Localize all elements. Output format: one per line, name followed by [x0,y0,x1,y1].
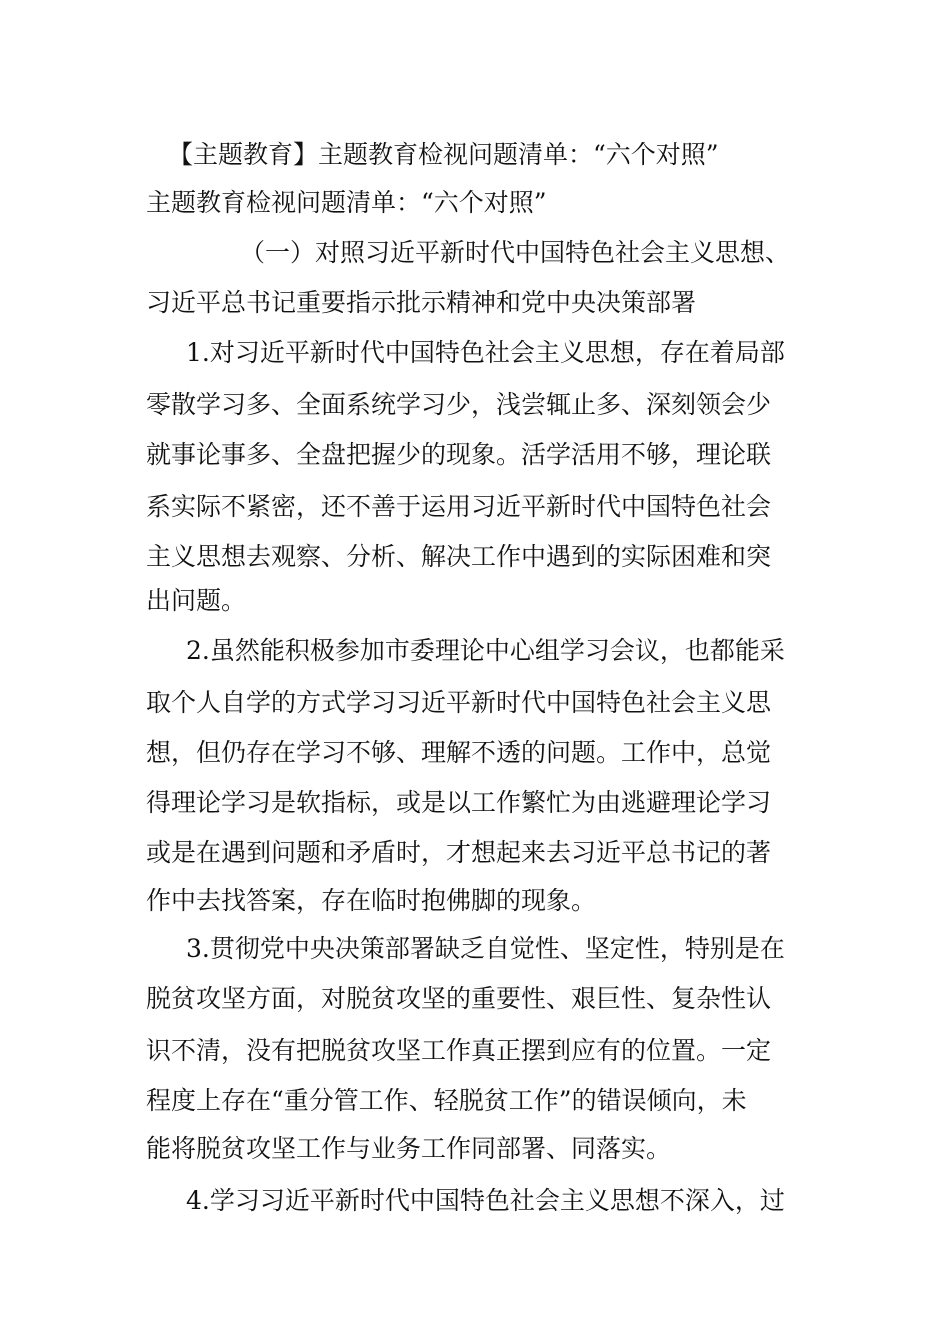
section-heading-line-1: （一）对照习近平新时代中国特色社会主义思想、 [240,238,791,267]
paragraph-3-line-5: 能将脱贫攻坚工作与业务工作同部署、同落实。 [146,1134,672,1163]
paragraph-1-line-5: 主义思想去观察、分析、解决工作中遇到的实际困难和突 [146,542,772,571]
document-subtitle: 主题教育检视问题清单：“六个对照” [146,188,547,217]
paragraph-2-line-6: 作中去找答案，存在临时抱佛脚的现象。 [146,886,597,915]
document-title: 【主题教育】主题教育检视问题清单：“六个对照” [168,140,719,169]
paragraph-1-line-3: 就事论事多、全盘把握少的现象。活学活用不够，理论联 [146,440,772,469]
paragraph-2-line-5: 或是在遇到问题和矛盾时，才想起来去习近平总书记的著 [146,838,772,867]
paragraph-3-line-4: 程度上存在“重分管工作、轻脱贫工作”的错误倾向，未 [146,1086,747,1115]
section-heading-line-2: 习近平总书记重要指示批示精神和党中央决策部署 [146,288,697,317]
paragraph-4-line-1: 4.学习习近平新时代中国特色社会主义思想不深入，过 [186,1186,785,1215]
paragraph-1-line-2: 零散学习多、全面系统学习少，浅尝辄止多、深刻领会少 [146,390,772,419]
paragraph-1-line-6: 出问题。 [146,586,247,615]
paragraph-3-line-2: 脱贫攻坚方面，对脱贫攻坚的重要性、艰巨性、复杂性认 [146,984,772,1013]
paragraph-2-line-4: 得理论学习是软指标，或是以工作繁忙为由逃避理论学习 [146,788,772,817]
paragraph-2-line-1: 2.虽然能积极参加市委理论中心组学习会议，也都能采 [186,636,785,665]
paragraph-1-line-1: 1.对习近平新时代中国特色社会主义思想，存在着局部 [186,338,785,367]
paragraph-3-line-3: 识不清，没有把脱贫攻坚工作真正摆到应有的位置。一定 [146,1036,772,1065]
paragraph-2-line-2: 取个人自学的方式学习习近平新时代中国特色社会主义思 [146,688,772,717]
paragraph-2-line-3: 想，但仍存在学习不够、理解不透的问题。工作中，总觉 [146,738,772,767]
paragraph-3-line-1: 3.贯彻党中央决策部署缺乏自觉性、坚定性，特别是在 [186,934,785,963]
paragraph-1-line-4: 系实际不紧密，还不善于运用习近平新时代中国特色社会 [146,492,772,521]
